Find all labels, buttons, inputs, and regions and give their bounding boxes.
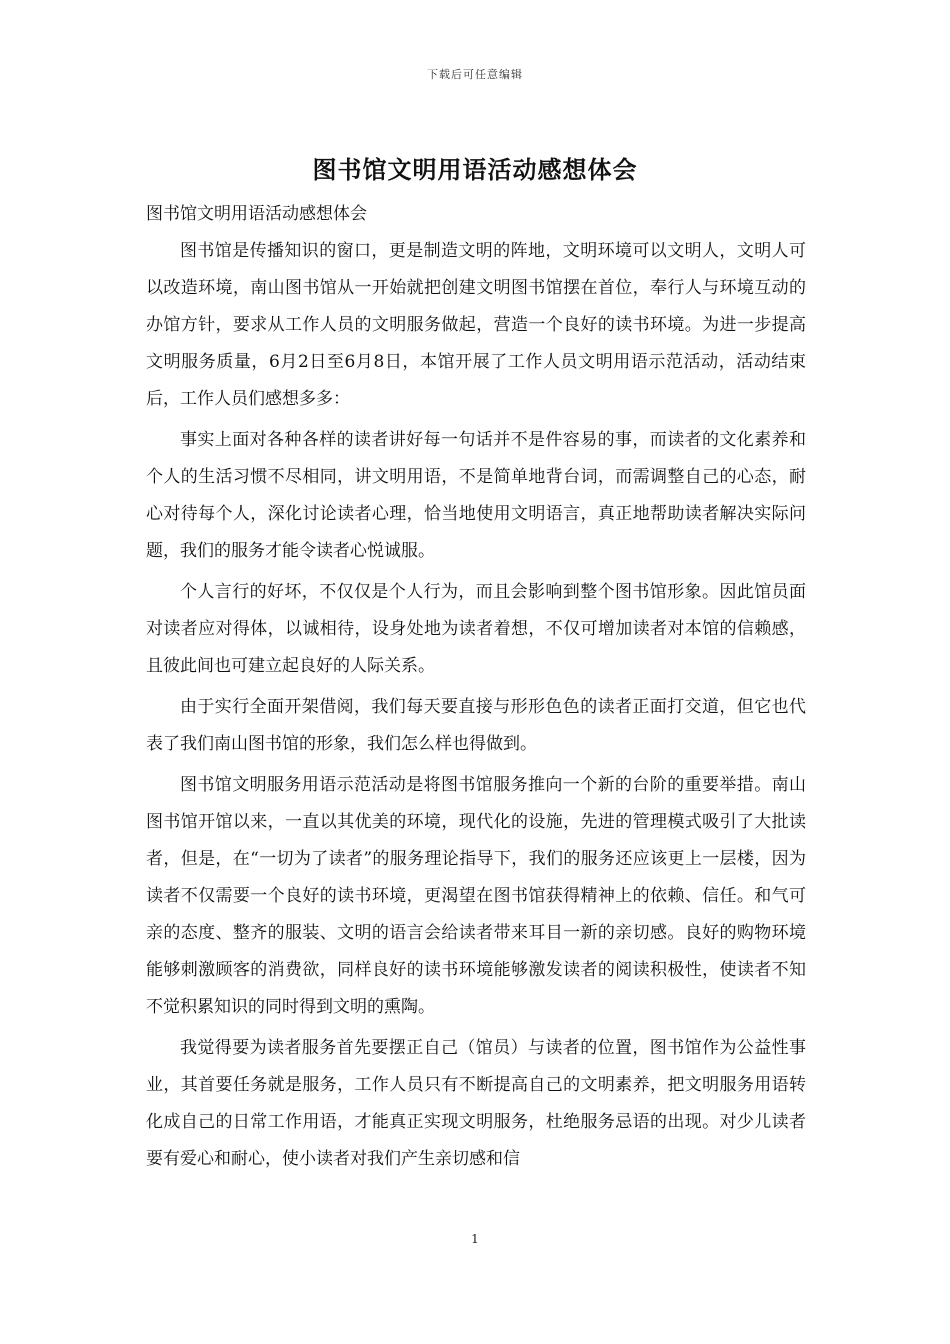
document-subtitle: 图书馆文明用语活动感想体会 — [146, 204, 367, 224]
paragraph-5: 图书馆文明服务用语示范活动是将图书馆服务推向一个新的台阶的重要举措。南山图书馆开馆以来，一直以其优美的环境，现代化的设施，先进的管理模式吸引了大批读者，但是，在“一切为了读者”的服务理论指导下，我们的服务还应该更上一层楼，因为读者不仅需要一个良好的读书环境，更渴望在图书馆获得精神上的依赖、信任。和气可亲的态度、整齐的服装、文明的语言会给读者带来耳目一新的亲切感。良好的购物环境能够刺激顾客的消费欲，同样良好的读书环境能够激发读者的阅读积极性，使读者不知不觉积累知识的同时得到文明的熏陶。 — [146, 775, 806, 1017]
paragraph-1: 图书馆是传播知识的窗口，更是制造文明的阵地，文明环境可以文明人，文明人可以改造环境，南山图书馆从一开始就把创建文明图书馆摆在首位，奉行人与环境互动的办馆方针，要求从工作人员的文明服务做起，营造一个良好的读书环境。为进一步提高文明服务质量，6月2日至6月8日，本馆开展了工作人员文明用语示范活动，活动结束后，工作人员们感想多多： — [146, 241, 806, 409]
paragraph-6: 我觉得要为读者服务首先要摆正自己（馆员）与读者的位置，图书馆作为公益性事业，其首要任务就是服务，工作人员只有不断提高自己的文明素养，把文明服务用语转化成自己的日常工作用语，才能真正实现文明服务，杜绝服务忌语的出现。对少儿读者要有爱心和耐心，使小读者对我们产生亲切感和信 — [146, 1038, 806, 1169]
paragraph-3: 个人言行的好坏，不仅仅是个人行为，而且会影响到整个图书馆形象。因此馆员面对读者应对得体，以诚相待，设身处地为读者着想，不仅可增加读者对本馆的信赖感，且彼此间也可建立起良好的人际关系。 — [146, 582, 806, 676]
paragraph-4: 由于实行全面开架借阅，我们每天要直接与形形色色的读者正面打交道，但它也代表了我们南山图书馆的形象，我们怎么样也得做到。 — [146, 697, 806, 754]
document-title: 图书馆文明用语活动感想体会 — [312, 155, 638, 184]
header-note: 下载后可任意编辑 — [427, 68, 523, 81]
document-body — [146, 196, 806, 1178]
page-number: 1 — [471, 1232, 479, 1246]
paragraph-2: 事实上面对各种各样的读者讲好每一句话并不是件容易的事，而读者的文化素养和个人的生活习惯不尽相同，讲文明用语，不是简单地背台词，而需调整自己的心态，耐心对待每个人，深化讨论读者心理，恰当地使用文明语言，真正地帮助读者解决实际问题，我们的服务才能令读者心悦诚服。 — [146, 430, 806, 561]
